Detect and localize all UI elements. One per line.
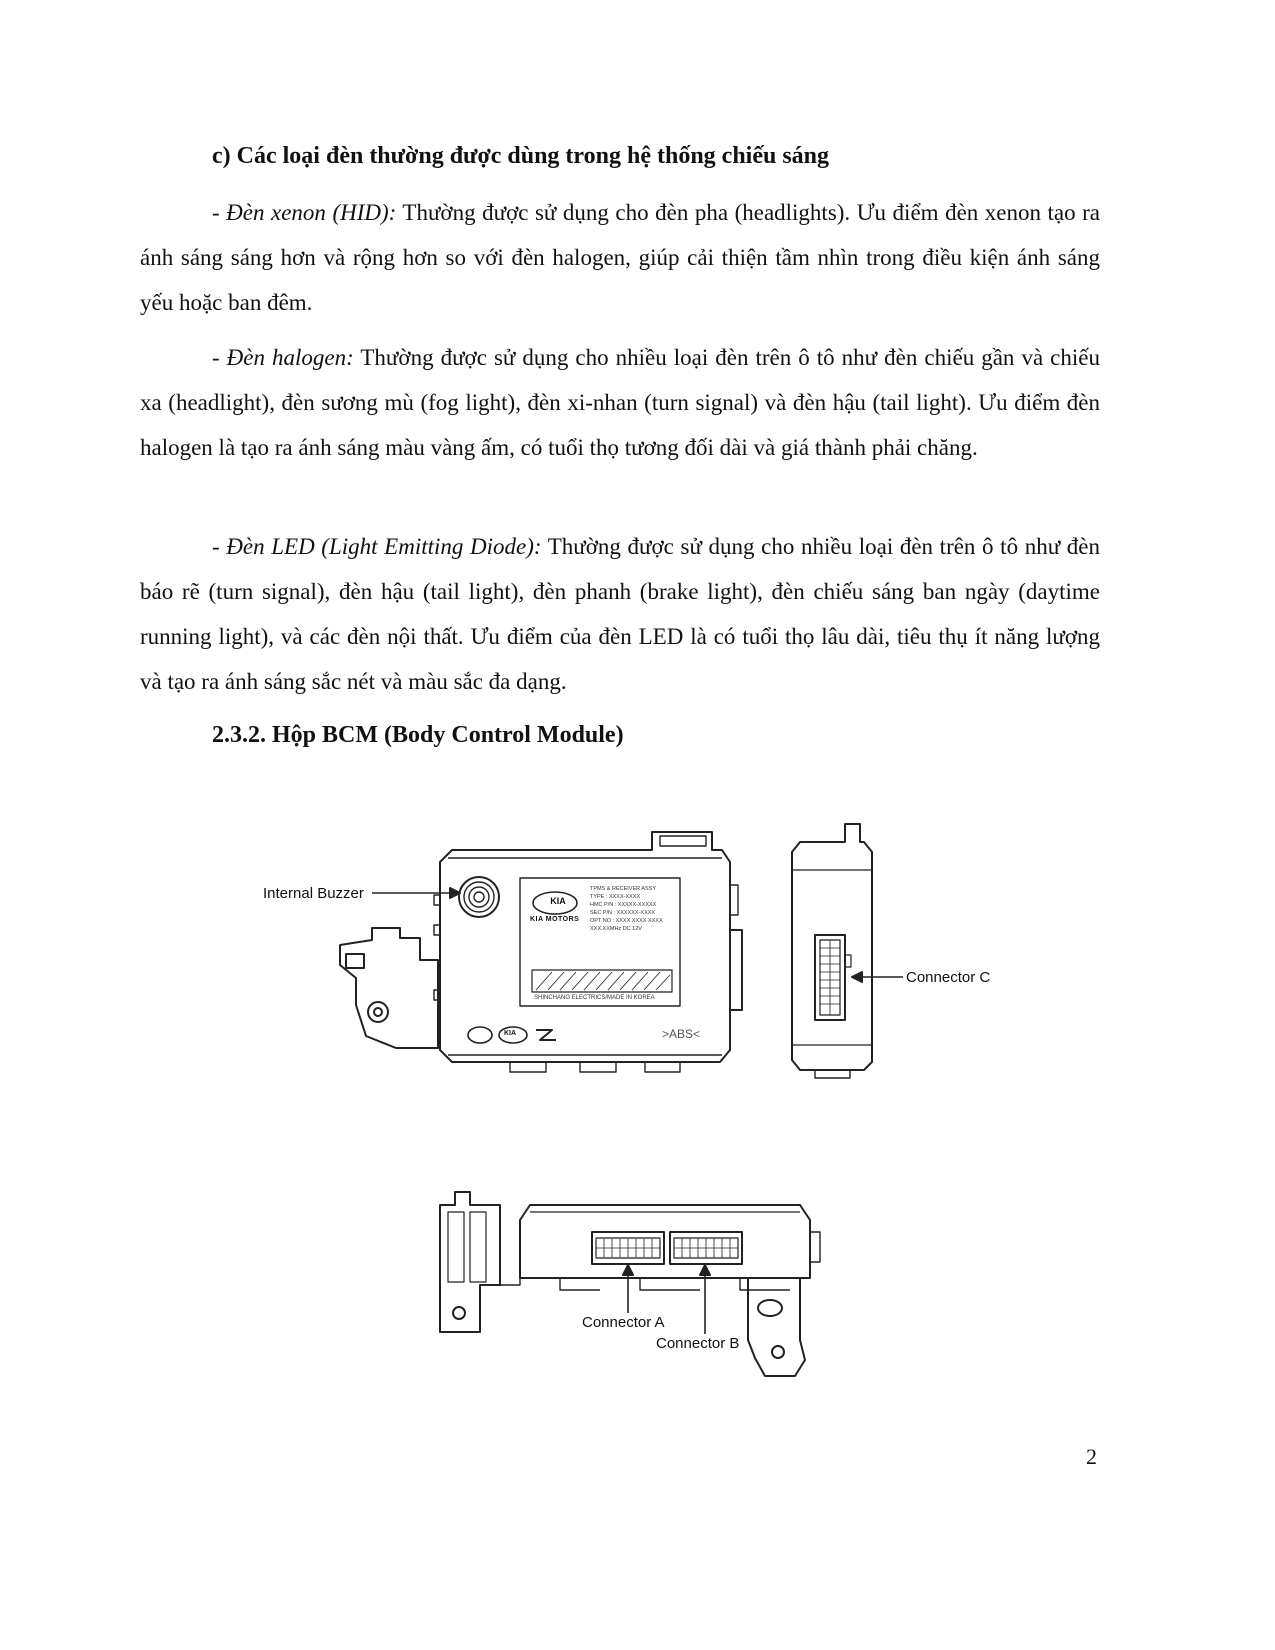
internal-buzzer-icon [459, 877, 499, 917]
spec-line: HMC P/N : XXXXX-XXXXX [590, 902, 657, 908]
kia-small-logo-text: KIA [504, 1030, 517, 1037]
connector-a-icon [592, 1232, 664, 1264]
section-232-heading: 2.3.2. Hộp BCM (Body Control Module) [212, 722, 624, 748]
term-xenon: - Đèn xenon (HID): [212, 200, 397, 225]
spec-line: OPT NO : XXXX XXXX XXXX [590, 918, 663, 924]
module-footer-text: SHINCHANG ELECTRICS/MADE IN KOREA [534, 995, 655, 1001]
text-xenon: Thường được sử dụng cho đèn pha (headlights). Ưu điểm đèn xenon tạo ra ánh sáng sáng hơn và rộng hơn so với đèn halogen, giúp cải thiện tầm nhìn trong điều kiện ánh sáng yếu hoặc ban đêm. [140, 200, 1100, 315]
spec-line: TYPE : XXXX-XXXX [590, 894, 641, 900]
spec-line: XXX.XXMHz DC 12V [590, 926, 642, 932]
bcm-side-view [792, 824, 903, 1078]
label-connector-c: Connector C [906, 969, 991, 986]
text-halogen: Thường được sử dụng cho nhiều loại đèn trên ô tô như đèn chiếu gần và chiếu xa (headlight), đèn sương mù (fog light), đèn xi-nhan (turn signal) và đèn hậu (tail light). Ưu điểm đèn halogen là tạo ra ánh sáng màu vàng ấm, có tuổi thọ tương đối dài và giá thành phải chăng. [140, 345, 1100, 460]
label-connector-a: Connector A [582, 1314, 665, 1331]
section-c-heading: c) Các loại đèn thường được dùng trong hệ thống chiếu sáng [212, 143, 830, 169]
module-label-text [548, 896, 568, 906]
abs-mark: >ABS< [662, 1027, 701, 1041]
connector-c-icon [815, 935, 851, 1020]
term-led: - Đèn LED (Light Emitting Diode): [212, 534, 542, 559]
kia-logo-text: KIA [550, 896, 566, 906]
bcm-front-view [440, 1192, 820, 1376]
module-brand-text: KIA MOTORS [530, 916, 580, 923]
label-connector-b: Connector B [656, 1335, 740, 1352]
text-led: Thường được sử dụng cho nhiều loại đèn trên ô tô như đèn báo rẽ (turn signal), đèn hậu (tail light), đèn phanh (brake light), đèn chiếu sáng ban ngày (daytime running light), và các đèn nội thất. Ưu điểm của đèn LED là có tuổi thọ lâu dài, tiêu thụ ít năng lượng và tạo ra ánh sáng sắc nét và màu sắc đa dạng. [140, 534, 1100, 694]
label-internal-buzzer: Internal Buzzer [263, 885, 364, 902]
spec-line: TPMS & RECEIVER ASSY [590, 886, 657, 892]
spec-line: SEC P/N : XXXXXX-XXXX [590, 910, 656, 916]
connector-b-icon [670, 1232, 742, 1264]
module-spec-lines [590, 885, 663, 933]
term-halogen: - Đèn halogen: [212, 345, 354, 370]
page-number: 2 [1086, 1444, 1097, 1469]
